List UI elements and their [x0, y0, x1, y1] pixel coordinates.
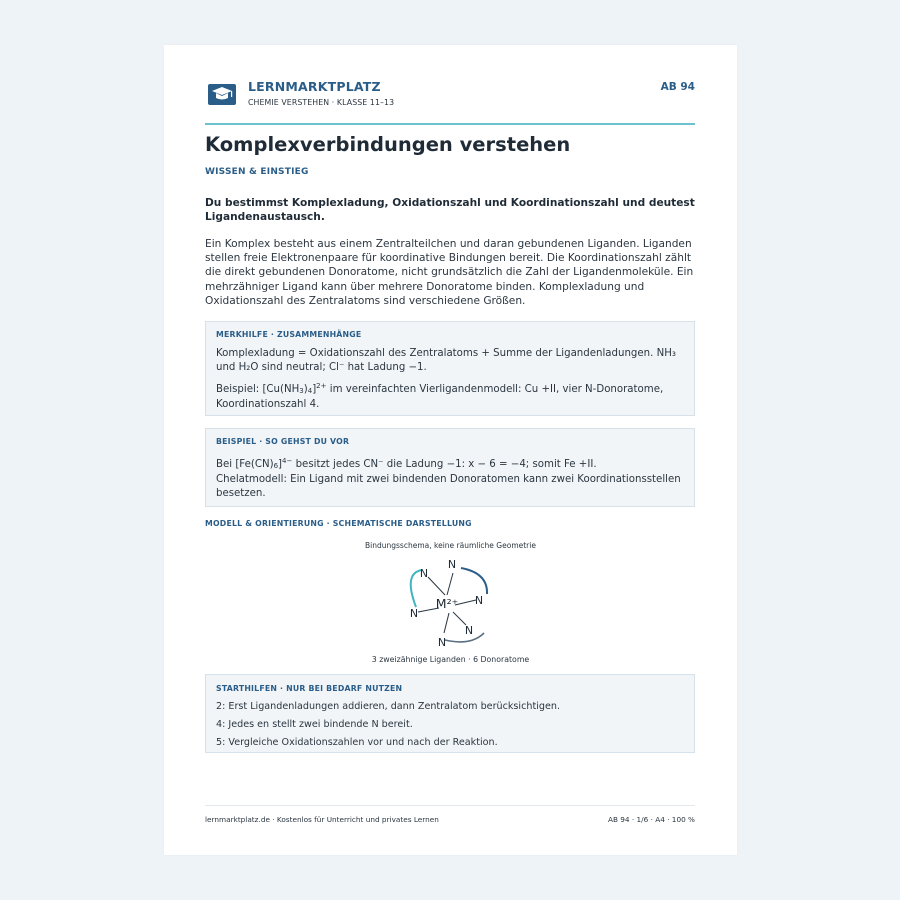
learning-goal: Du bestimmst Komplexladung, Oxidationszahl und Koordinationszahl und deutest Ligandenaustausch.	[205, 197, 695, 223]
donor-atom-label: N	[409, 607, 419, 620]
open-book-graduation-cap-icon	[207, 81, 237, 107]
section-kicker: WISSEN & EINSTIEG	[205, 167, 309, 177]
figure-caption-bottom: 3 zweizähnige Liganden · 6 Donoratome	[371, 655, 530, 664]
donor-atom-label: N	[447, 558, 457, 571]
donor-atom-label: N	[464, 624, 474, 637]
page-header	[205, 79, 695, 125]
beispiel-calculation: Bei $[Fe(CN)6]^{4-}$ besitzt jedes CN⁻ die Ladung −1: x − 6 = −4; somit Fe +II.	[216, 457, 597, 470]
merkhilfe-box	[205, 321, 695, 416]
beispiel-box	[205, 428, 695, 507]
merkhilfe-title: MERKHILFE · ZUSAMMENHÄNGE	[216, 330, 362, 339]
merkhilfe-example: Beispiel: $[Cu(NH3)4]^{2+}$ im vereinfachten Vierligandenmodell: Cu +II, vier N-Donoratome, Koordinationszahl 4.	[216, 382, 664, 410]
worksheet-code: AB 94	[660, 81, 695, 93]
starthilfe-item: 5: Vergleiche Oxidationszahlen vor und nach der Reaktion.	[216, 737, 498, 748]
beispiel-chelate: Chelatmodell: Ein Ligand mit zwei bindenden Donoratomen kann zwei Koordinationsstellen besetzen.	[216, 474, 681, 499]
beispiel-title: BEISPIEL · SO GEHST DU VOR	[216, 437, 350, 446]
intro-paragraph: Ein Komplex besteht aus einem Zentralteilchen und daran gebundenen Liganden. Liganden stellen freie Elektronenpaare für koordinative Bindungen bereit. Die Koordinationszahl zählt die direkt gebundenen Donoratome, nicht grundsätzlich die Zahl der Ligandenmoleküle. Ein mehrzähniger Ligand kann über mehrere Donoratome binden. Komplexladung und Oxidationszahl des Zentralatoms sind verschiedene Größen.	[205, 238, 694, 307]
chelate-bonding-diagram	[391, 553, 511, 653]
starthilfe-item: 4: Jedes en stellt zwei bindende N bereit.	[216, 719, 413, 730]
donor-atom-label: N	[474, 594, 484, 607]
starthilfen-box	[205, 674, 695, 753]
starthilfe-item: 2: Erst Ligandenladungen addieren, dann Zentralatom berücksichtigen.	[216, 701, 560, 712]
worksheet-page	[164, 45, 737, 855]
page-footer	[205, 805, 695, 826]
donor-atom-label: N	[419, 567, 429, 580]
brand-subtitle: CHEMIE VERSTEHEN · KLASSE 11–13	[248, 98, 395, 107]
page-title: Komplexverbindungen verstehen	[205, 133, 571, 156]
starthilfen-title: STARTHILFEN · NUR BEI BEDARF NUTZEN	[216, 684, 403, 693]
footer-site-text: lernmarktplatz.de · Kostenlos für Unterricht und privates Lernen	[205, 815, 439, 824]
merkhilfe-rule: Komplexladung = Oxidationszahl des Zentralatoms + Summe der Ligandenladungen. NH₃ und H₂O sind neutral; Cl⁻ hat Ladung −1.	[216, 348, 676, 373]
footer-page-info: AB 94 · 1/6 · A4 · 100 %	[607, 815, 695, 824]
brand-name: LERNMARKTPLATZ	[248, 79, 381, 94]
figure-caption-top: Bindungsschema, keine räumliche Geometrie	[365, 541, 536, 550]
model-heading: MODELL & ORIENTIERUNG · SCHEMATISCHE DARSTELLUNG	[205, 519, 472, 528]
ligand-arc-2	[461, 568, 487, 594]
donor-atom-label: N	[437, 636, 447, 649]
central-metal-label: M²⁺	[435, 596, 459, 611]
